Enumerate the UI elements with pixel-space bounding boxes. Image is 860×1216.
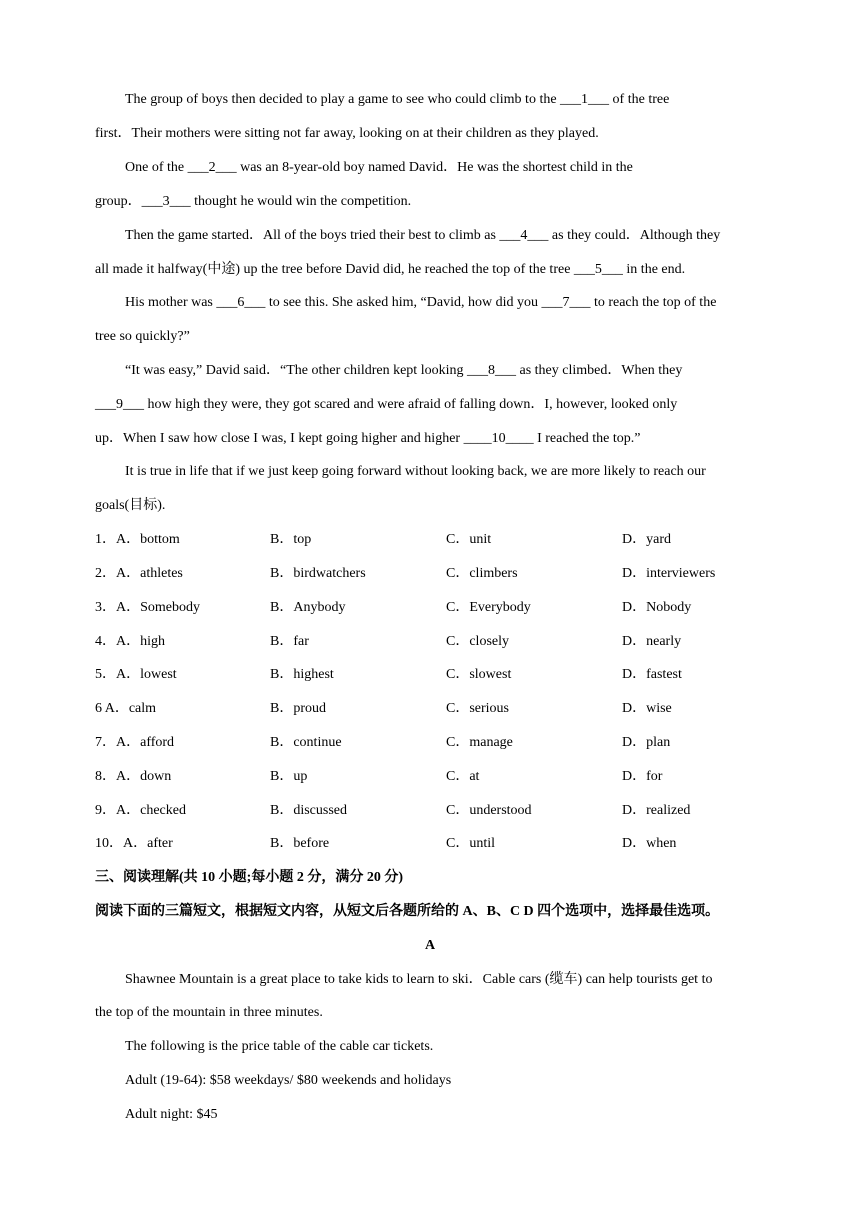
passage-line-10: ___9___ how high they were, they got scared and were afraid of falling down．I, however, looked only bbox=[95, 397, 678, 412]
option-a: 3．A．Somebody bbox=[95, 600, 200, 615]
option-d: D．fastest bbox=[622, 667, 682, 682]
reading-line-3: The following is the price table of the cable car tickets. bbox=[125, 1039, 434, 1054]
option-c: C．at bbox=[446, 769, 480, 784]
option-c: C．serious bbox=[446, 701, 509, 716]
passage-line-4: group．___3___ thought he would win the competition. bbox=[95, 194, 412, 209]
option-c: C．unit bbox=[446, 532, 492, 547]
option-b: B．proud bbox=[270, 701, 326, 716]
passage-line-8: tree so quickly?” bbox=[95, 329, 190, 344]
option-c: C．manage bbox=[446, 735, 513, 750]
option-a: 7．A．afford bbox=[95, 735, 175, 750]
passage-line-11: up．When I saw how close I was, I kept going higher and higher ____10____ I reached the top.” bbox=[95, 431, 641, 446]
option-c: C．slowest bbox=[446, 667, 512, 682]
option-c: C．Everybody bbox=[446, 600, 531, 615]
reading-line-1: Shawnee Mountain is a great place to take kids to learn to ski．Cable cars (缆车) can help tourists get to bbox=[125, 972, 713, 987]
option-c: C．closely bbox=[446, 634, 509, 649]
option-b: B．before bbox=[270, 836, 330, 851]
option-a: 4．A．high bbox=[95, 634, 165, 649]
option-d: D．plan bbox=[622, 735, 671, 750]
option-a: 1．A．bottom bbox=[95, 532, 180, 547]
passage-line-12: It is true in life that if we just keep going forward without looking back, we are more likely to reach our bbox=[125, 464, 706, 479]
passage-line-13: goals(目标). bbox=[95, 498, 166, 513]
option-b: B．birdwatchers bbox=[270, 566, 366, 581]
option-a: 6 A．calm bbox=[95, 701, 157, 716]
option-b: B．continue bbox=[270, 735, 342, 750]
reading-line-5: Adult night: $45 bbox=[125, 1107, 218, 1122]
option-d: D．realized bbox=[622, 803, 691, 818]
section-heading: 三、阅读理解(共 10 小题;每小题 2 分，满分 20 分) bbox=[95, 870, 403, 885]
option-d: D．Nobody bbox=[622, 600, 692, 615]
option-b: B．up bbox=[270, 769, 308, 784]
option-d: D．for bbox=[622, 769, 663, 784]
passage-line-1: The group of boys then decided to play a game to see who could climb to the ___1___ of the tree bbox=[125, 92, 670, 107]
passage-line-6: all made it halfway(中途) up the tree before David did, he reached the top of the tree ___5___ in the end. bbox=[95, 262, 686, 277]
section-instruction: 阅读下面的三篇短文，根据短文内容，从短文后各题所给的 A、B、C D 四个选项中，选择最佳选项。 bbox=[95, 904, 720, 919]
option-a: 9．A．checked bbox=[95, 803, 186, 818]
option-b: B．far bbox=[270, 634, 309, 649]
passage-line-7: His mother was ___6___ to see this. She asked him, “David, how did you ___7___ to reach the top of the bbox=[125, 295, 717, 310]
option-b: B．discussed bbox=[270, 803, 347, 818]
option-d: D．when bbox=[622, 836, 677, 851]
option-d: D．interviewers bbox=[622, 566, 716, 581]
option-a: 10．A．after bbox=[95, 836, 173, 851]
passage-line-2: first．Their mothers were sitting not far away, looking on at their children as they played. bbox=[95, 126, 599, 141]
passage-line-9: “It was easy,” David said．“The other children kept looking ___8___ as they climbed．When they bbox=[125, 363, 683, 378]
option-c: C．until bbox=[446, 836, 496, 851]
option-d: D．yard bbox=[622, 532, 671, 547]
passage-line-3: One of the ___2___ was an 8-year-old boy named David．He was the shortest child in the bbox=[125, 160, 633, 175]
option-d: D．wise bbox=[622, 701, 672, 716]
option-a: 8．A．down bbox=[95, 769, 172, 784]
option-c: C．understood bbox=[446, 803, 532, 818]
reading-line-4: Adult (19-64): $58 weekdays/ $80 weekends and holidays bbox=[125, 1073, 452, 1088]
option-b: B．top bbox=[270, 532, 312, 547]
option-a: 5．A．lowest bbox=[95, 667, 177, 682]
option-d: D．nearly bbox=[622, 634, 682, 649]
option-b: B．Anybody bbox=[270, 600, 346, 615]
passage-line-5: Then the game started．All of the boys tried their best to climb as ___4___ as they could．Although they bbox=[125, 228, 721, 243]
option-b: B．highest bbox=[270, 667, 334, 682]
part-title: A bbox=[424, 938, 436, 953]
reading-line-2: the top of the mountain in three minutes. bbox=[95, 1005, 323, 1020]
option-c: C．climbers bbox=[446, 566, 518, 581]
option-a: 2．A．athletes bbox=[95, 566, 183, 581]
